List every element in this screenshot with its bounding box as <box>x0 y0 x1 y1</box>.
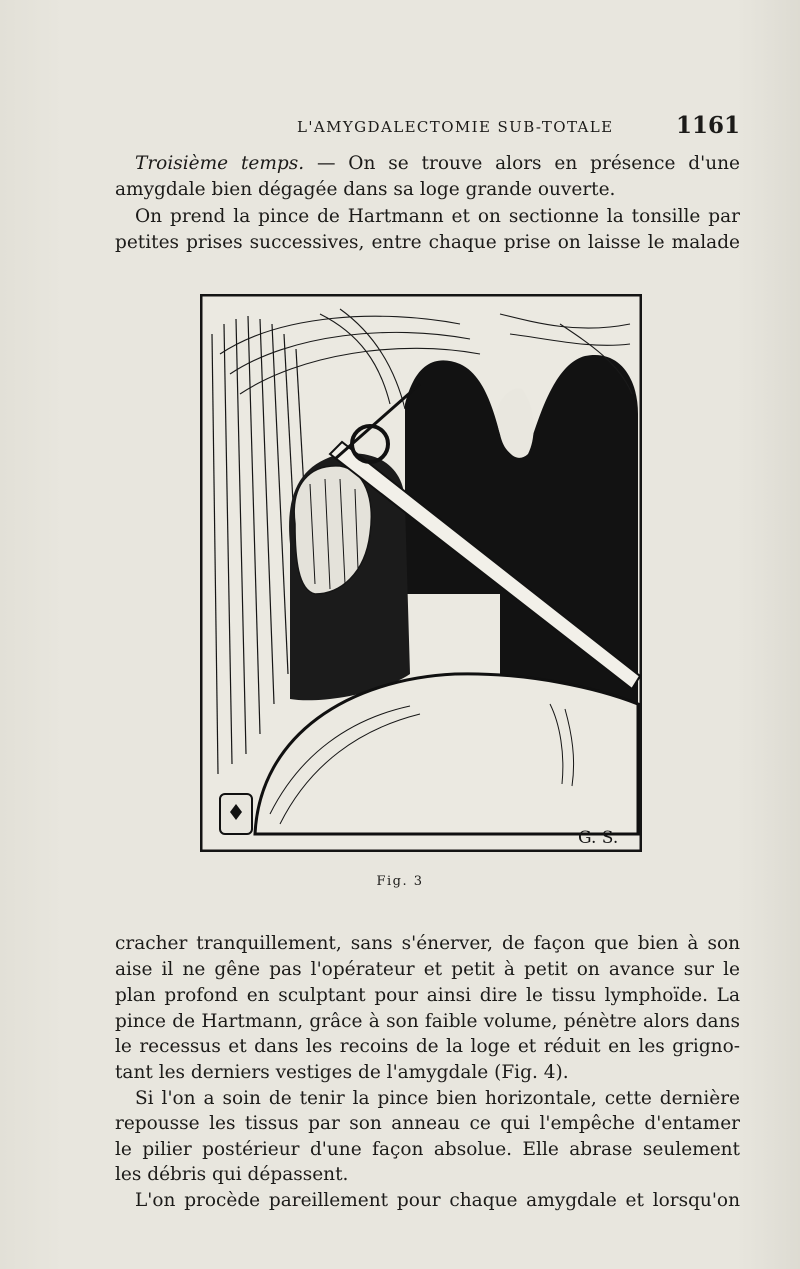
section-lead: Troisième temps. <box>135 153 305 174</box>
running-title: L'AMYGDALECTOMIE SUB-TOTALE <box>297 118 614 136</box>
paragraph-line: repousse les tissus par son anneau ce qui l'empêche d'entamer <box>115 1113 740 1134</box>
paragraph-line <box>115 1086 740 1112</box>
text-span: — On se trouve alors en présence d'une <box>304 153 740 174</box>
text-span: Si l'on a soin de tenir la pince bien horizontale, cette dernière <box>135 1088 740 1109</box>
paragraph-line: le pilier postérieur d'une façon absolue. Elle abrase seulement <box>115 1139 740 1160</box>
paragraph-line: les débris qui dépassent. <box>115 1164 349 1185</box>
text-span: L'on procède pareillement pour chaque amygdale et lorsqu'on <box>135 1190 740 1211</box>
page-number: 1161 <box>675 112 740 139</box>
running-head <box>115 112 740 142</box>
figure-caption: Fig. 3 <box>376 874 424 889</box>
paragraph-line: cracher tranquillement, sans s'énerver, de façon que bien à son <box>115 933 740 954</box>
paragraph-line: plan profond en sculptant pour ainsi dire le tissu lymphoïde. La <box>115 985 740 1006</box>
paragraph-line: aise il ne gêne pas l'opérateur et petit à petit on avance sur le <box>115 959 740 980</box>
illustrator-signature: G. S. <box>578 828 619 848</box>
paragraph-line <box>115 151 740 177</box>
paragraph-line: amygdale bien dégagée dans sa loge grande ouverte. <box>115 179 616 200</box>
text-span: On prend la pince de Hartmann et on sectionne la tonsille par <box>135 206 740 227</box>
paragraph-line: le recessus et dans les recoins de la loge et réduit en les grigno- <box>115 1036 740 1057</box>
paragraph-line <box>115 204 740 230</box>
paragraph-line: petites prises successives, entre chaque prise on laisse le malade <box>115 232 740 253</box>
figure-3-illustration <box>200 294 642 852</box>
paragraph-line: tant les derniers vestiges de l'amygdale (Fig. 4). <box>115 1062 569 1083</box>
paragraph-line <box>115 1188 740 1214</box>
paragraph-line: pince de Hartmann, grâce à son faible volume, pénètre alors dans <box>115 1011 740 1032</box>
